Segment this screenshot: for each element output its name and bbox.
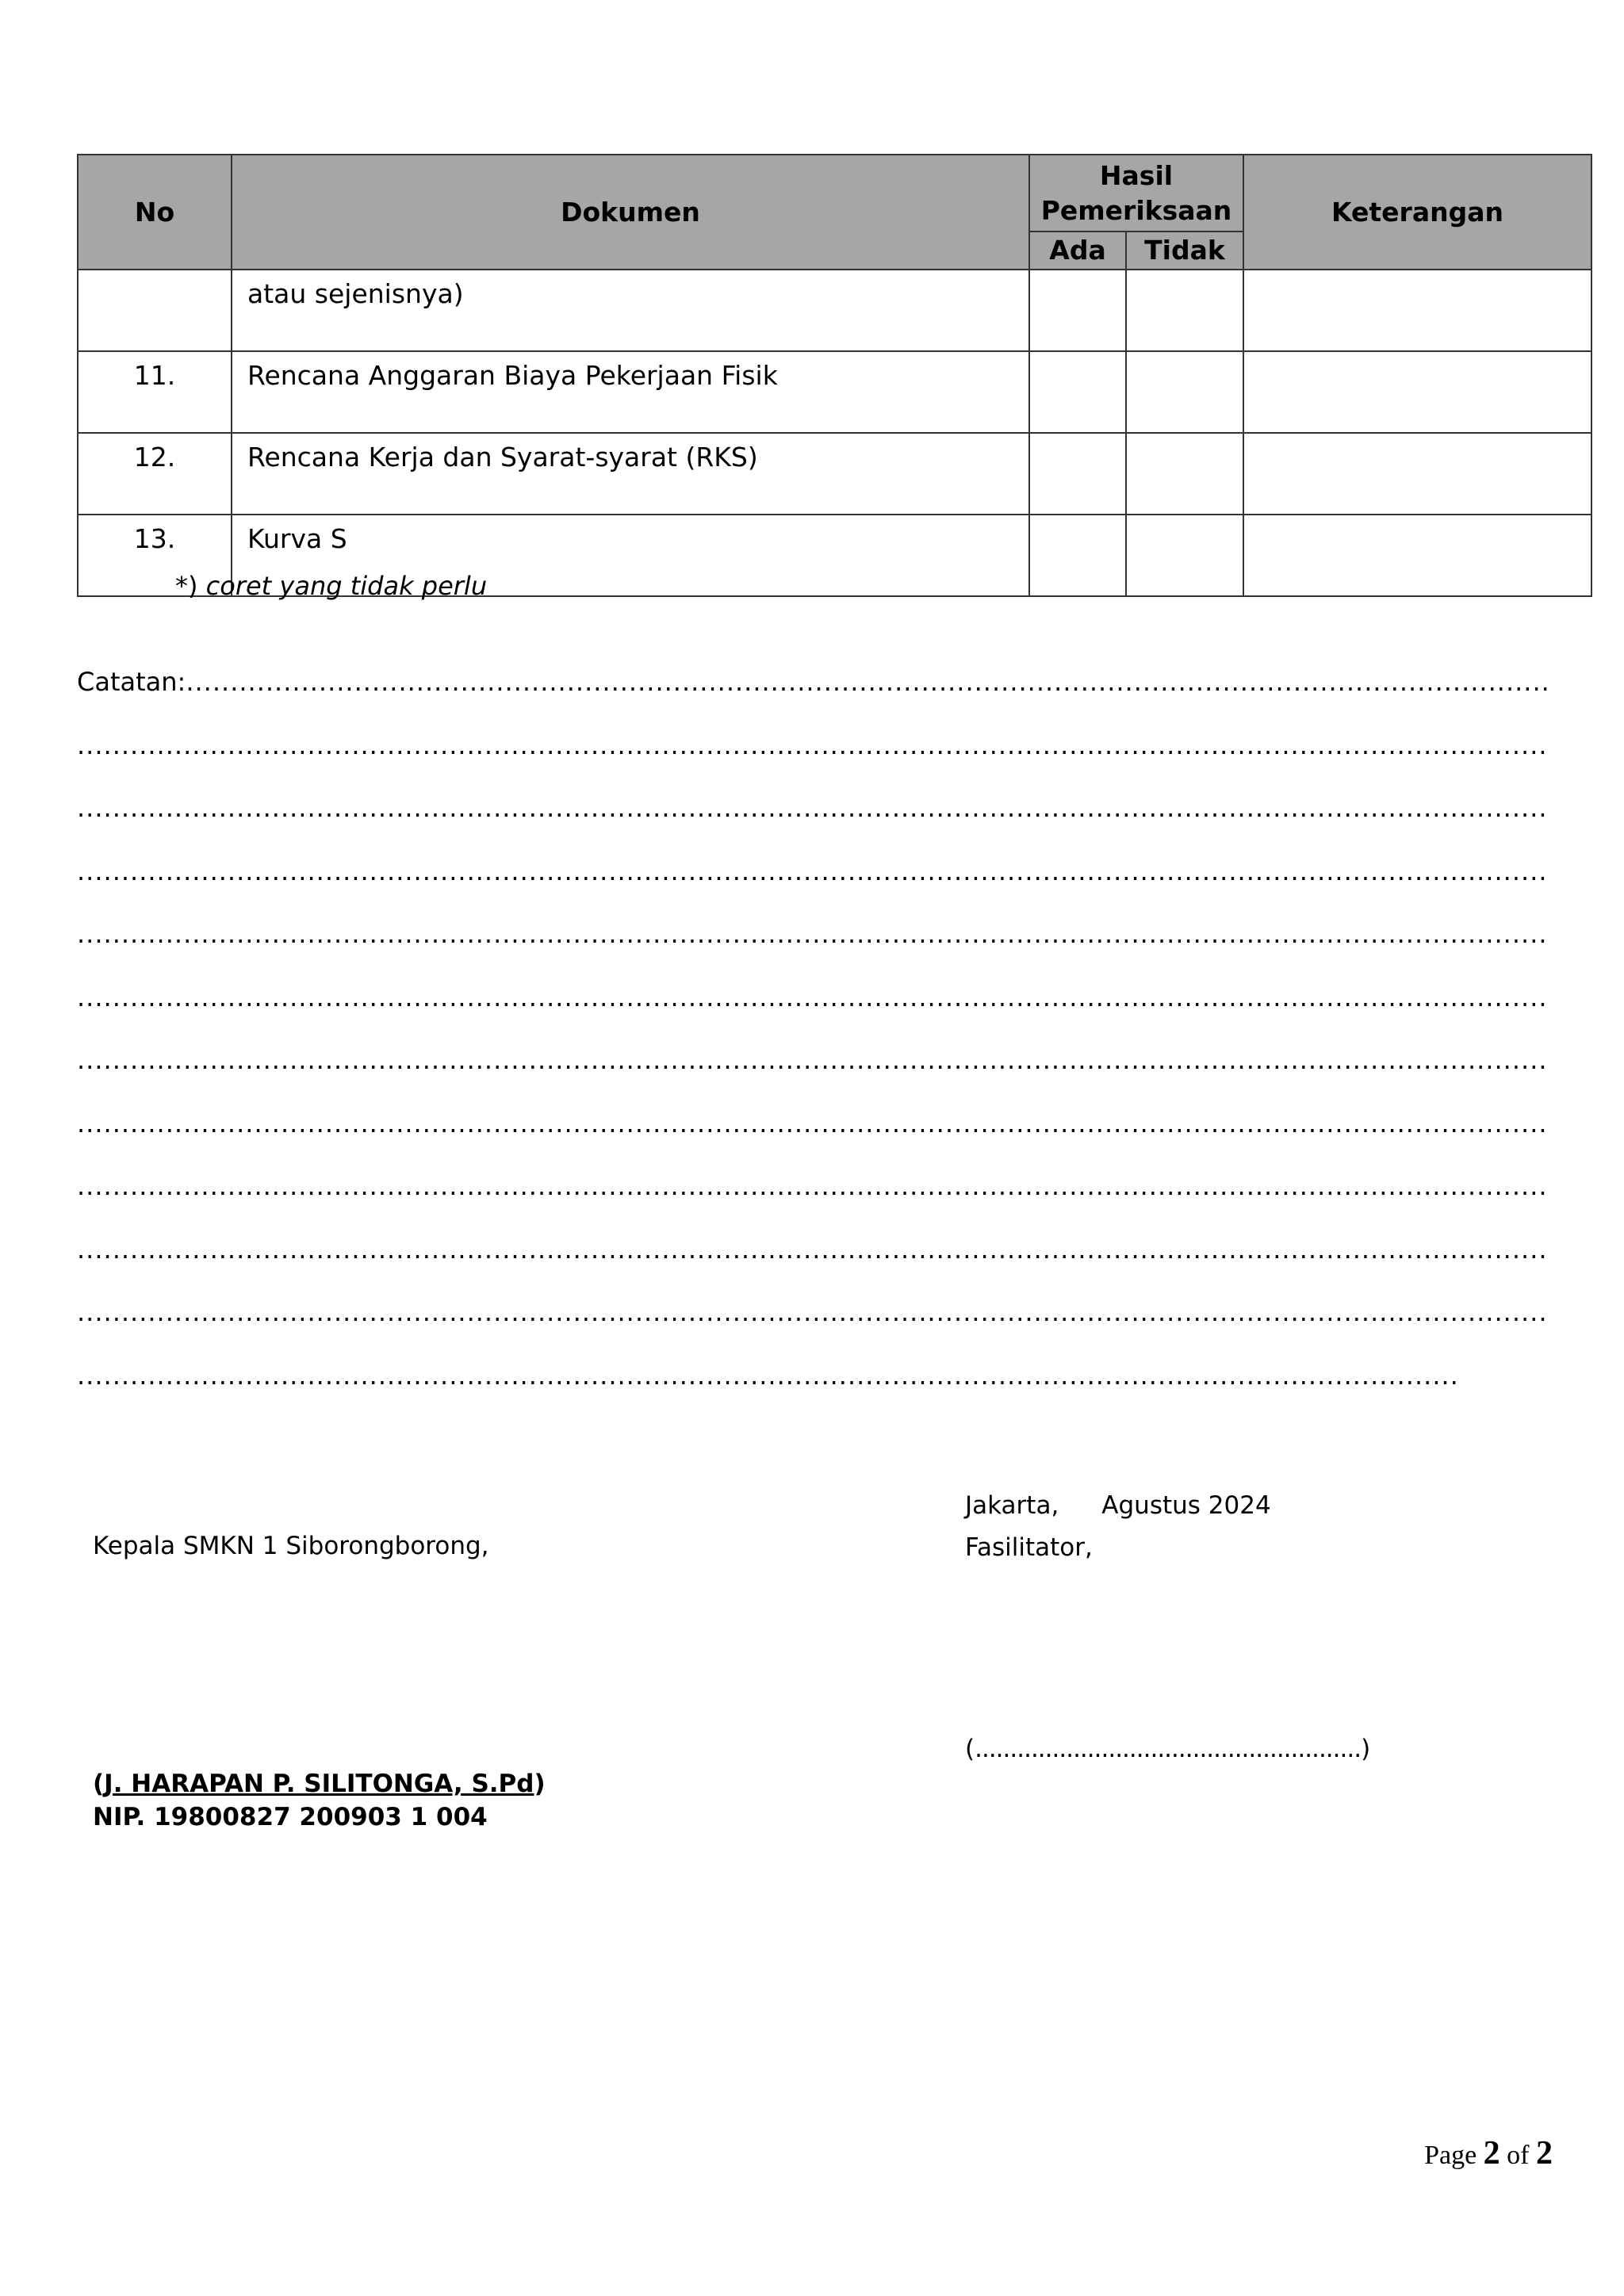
notes-line xyxy=(77,666,1552,729)
table-row xyxy=(78,270,1591,351)
row-document: Rencana Kerja dan Syarat-syarat (RKS) xyxy=(232,433,1029,515)
notes-label: Catatan: xyxy=(77,667,186,697)
page-prefix: Page xyxy=(1424,2141,1477,2170)
dotted-fill-line xyxy=(77,982,1546,1013)
notes-section xyxy=(77,666,1552,1422)
table-row xyxy=(78,433,1591,515)
row-tidak-cell xyxy=(1126,270,1243,351)
dotted-fill-line xyxy=(77,792,1546,824)
dotted-fill-line xyxy=(77,1108,1546,1139)
row-keterangan-cell xyxy=(1243,351,1591,433)
row-ada-cell xyxy=(1029,351,1126,433)
table-row xyxy=(78,351,1591,433)
row-document: Rencana Anggaran Biaya Pekerjaan Fisik xyxy=(232,351,1029,433)
notes-line xyxy=(77,1360,1552,1423)
notes-line xyxy=(77,918,1552,982)
notes-line xyxy=(77,1170,1552,1234)
signature-left-name: (J. HARAPAN P. SILITONGA, S.Pd) xyxy=(93,1770,546,1798)
signature-left-nip: NIP. 19800827 200903 1 004 xyxy=(93,1803,488,1831)
notes-line xyxy=(77,1296,1552,1360)
dotted-fill-line xyxy=(77,1360,1457,1391)
page-of: of xyxy=(1507,2141,1530,2170)
dotted-fill-line xyxy=(77,1296,1546,1328)
row-number: 12. xyxy=(78,433,232,515)
notes-line xyxy=(77,792,1552,855)
notes-line xyxy=(77,1044,1552,1108)
row-ada-cell xyxy=(1029,270,1126,351)
signature-left-name-text: J. HARAPAN P. SILITONGA, S.Pd xyxy=(104,1770,534,1798)
page-current: 2 xyxy=(1483,2135,1500,2172)
open-paren: ( xyxy=(965,1735,975,1763)
header-no: No xyxy=(78,155,232,270)
dotted-fill-line xyxy=(975,1735,1361,1763)
header-tidak: Tidak xyxy=(1126,232,1243,270)
dotted-fill-line xyxy=(186,666,1552,698)
dotted-fill-line xyxy=(77,918,1546,950)
header-keterangan: Keterangan xyxy=(1243,155,1591,270)
row-tidak-cell xyxy=(1126,351,1243,433)
close-paren: ) xyxy=(1361,1735,1371,1763)
row-number xyxy=(78,270,232,351)
signature-right-title: Fasilitator, xyxy=(965,1533,1093,1562)
signature-date: Agustus 2024 xyxy=(1101,1491,1271,1520)
dotted-fill-line xyxy=(77,1044,1546,1076)
notes-line xyxy=(77,1108,1552,1171)
row-keterangan-cell xyxy=(1243,433,1591,515)
row-document: Kurva S xyxy=(232,515,1029,596)
signature-place-date xyxy=(965,1491,1271,1520)
header-ada: Ada xyxy=(1029,232,1126,270)
page-total: 2 xyxy=(1536,2135,1553,2172)
dotted-fill-line xyxy=(77,729,1546,761)
header-dokumen: Dokumen xyxy=(232,155,1029,270)
page-number xyxy=(1424,2134,1553,2172)
row-ada-cell xyxy=(1029,515,1126,596)
signature-right-name-blank xyxy=(965,1735,1370,1763)
document-checklist-table xyxy=(77,154,1592,597)
footnote xyxy=(175,571,487,601)
row-tidak-cell xyxy=(1126,515,1243,596)
footnote-marker: *) xyxy=(175,571,198,601)
dotted-fill-line xyxy=(77,1170,1546,1202)
row-number: 11. xyxy=(78,351,232,433)
signature-left-title: Kepala SMKN 1 Siborongborong, xyxy=(93,1532,489,1560)
row-keterangan-cell xyxy=(1243,270,1591,351)
row-tidak-cell xyxy=(1126,433,1243,515)
row-ada-cell xyxy=(1029,433,1126,515)
notes-line xyxy=(77,855,1552,919)
signature-city: Jakarta, xyxy=(965,1491,1059,1520)
header-hasil-pemeriksaan: Hasil Pemeriksaan xyxy=(1029,155,1243,232)
dotted-fill-line xyxy=(77,855,1546,887)
row-keterangan-cell xyxy=(1243,515,1591,596)
footnote-text: coret yang tidak perlu xyxy=(205,571,488,601)
dotted-fill-line xyxy=(77,1234,1546,1265)
row-number: 13. xyxy=(78,515,232,596)
notes-line xyxy=(77,982,1552,1045)
notes-line xyxy=(77,729,1552,793)
notes-line xyxy=(77,1234,1552,1297)
row-document: atau sejenisnya) xyxy=(232,270,1029,351)
